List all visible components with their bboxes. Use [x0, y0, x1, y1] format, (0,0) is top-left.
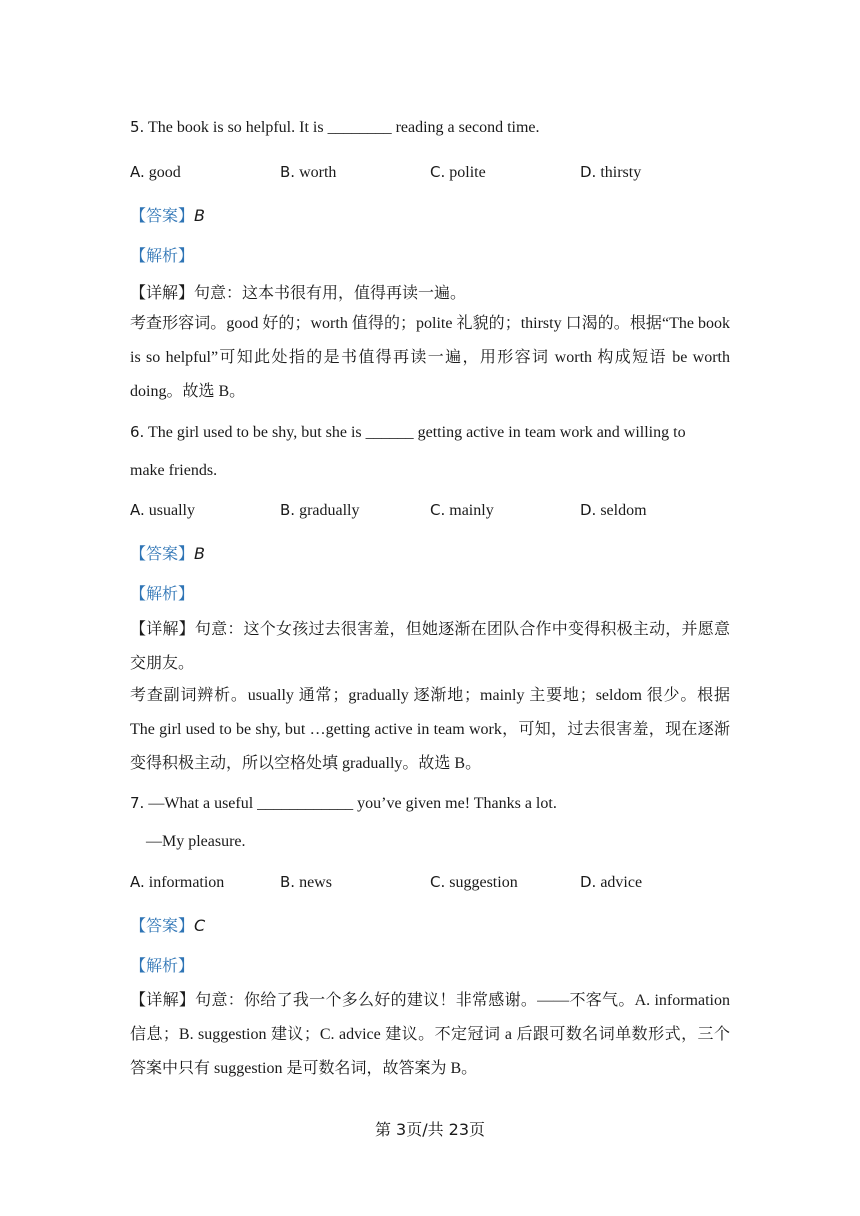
q7-stem-line-2: —My pleasure. [146, 833, 246, 850]
q6-stem-text-1: The girl used to be shy, but she is ______ getting active in team work and willing to [148, 424, 686, 441]
q5-stem-text: The book is so helpful. It is ________ reading a second time. [148, 119, 540, 136]
q6-option-a: A. usually [130, 501, 195, 519]
q5-number: 5. [130, 118, 145, 136]
q6-option-b: B. gradually [280, 501, 360, 519]
q7-stem [130, 793, 557, 814]
q5-analysis-label: 【解析】 [130, 246, 195, 265]
q5-explanation: 考查形容词。good 好的；worth 值得的；polite 礼貌的；thirsty 口渴的。根据“The book is so helpful”可知此处指的是书值得再读一遍，用形容词 worth 构成短语 be worth doing。故选 B。 [130, 315, 730, 400]
q7-analysis-label: 【解析】 [130, 956, 195, 975]
q5-answer-value: B [194, 206, 205, 225]
q7-option-a: A. information [130, 873, 225, 891]
q5-stem [130, 117, 540, 138]
q6-option-c: C. mainly [430, 501, 494, 519]
q7-answer: 【答案】C [130, 916, 206, 935]
q7-detail: 【详解】句意：你给了我一个多么好的建议！非常感谢。——不客气。A. information 信息；B. suggestion 建议；C. advice 建议。不定冠词 a 后跟可数名词单数形式，三个答案中只有 suggestion 是可数名词，故答案为 B。 [130, 990, 730, 1077]
q5-detail: 【详解】句意：这本书很有用，值得再读一遍。 [130, 283, 467, 302]
q5-option-c: C. polite [430, 163, 486, 181]
q7-stem-text-1: —What a useful ____________ you’ve given me! Thanks a lot. [148, 795, 557, 812]
q5-option-d: D. thirsty [580, 163, 642, 181]
q6-explanation: 考查副词辨析。usually 通常；gradually 逐渐地；mainly 主要地；seldom 很少。根据 The girl used to be shy, but …getting active in team work，可知，过去很害羞，现在逐渐变得积极主动，所以空格处填 gradually。故选 B。 [130, 687, 730, 772]
q6-number: 6. [130, 423, 145, 441]
q6-stem [130, 422, 686, 443]
q6-stem-line-2: make friends. [130, 462, 218, 479]
q5-answer: 【答案】B [130, 206, 205, 225]
q7-number: 7. [130, 794, 145, 812]
q6-answer: 【答案】B [130, 544, 205, 563]
q6-detail: 【详解】句意：这个女孩过去很害羞，但她逐渐在团队合作中变得积极主动，并愿意交朋友。 [130, 619, 730, 672]
q5-option-b: B. worth [280, 163, 337, 181]
q7-option-d: D. advice [580, 873, 643, 891]
q6-option-d: D. seldom [580, 501, 647, 519]
q7-answer-value: C [194, 916, 206, 935]
q7-option-c: C. suggestion [430, 873, 518, 891]
page-number-footer: 第 3页/共 23页 [374, 1120, 486, 1139]
q7-option-b: B. news [280, 873, 332, 891]
q6-analysis-label: 【解析】 [130, 584, 195, 603]
q6-answer-value: B [194, 544, 205, 563]
q5-option-a: A. good [130, 163, 181, 181]
